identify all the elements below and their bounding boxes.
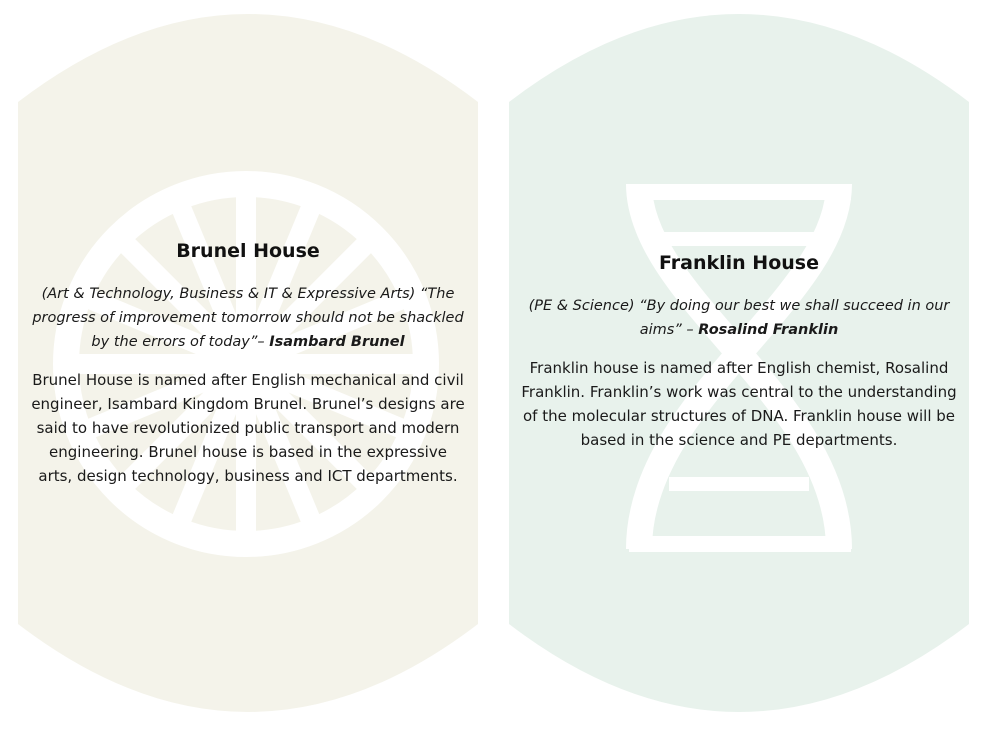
- brunel-card-content: [30, 238, 466, 488]
- brunel-house-title: Brunel House: [176, 240, 320, 262]
- franklin-house-card: [509, 14, 969, 712]
- brunel-house-quote: [30, 282, 466, 354]
- franklin-house-title: Franklin House: [659, 252, 819, 274]
- franklin-house-quote: [521, 294, 957, 342]
- franklin-quote-author: Rosalind Franklin: [698, 322, 839, 338]
- brunel-quote-text: (Art & Technology, Business & IT & Expressive Arts) “The progress of improvement tomorrow should not be shackled by the errors of today”–: [32, 286, 464, 350]
- brunel-house-card: [18, 14, 478, 712]
- franklin-card-content: [521, 250, 957, 452]
- brunel-house-description: Brunel House is named after English mechanical and civil engineer, Isambard Kingdom Brunel. Brunel’s designs are said to have revolutionized public transport and modern engineering. Brunel house is based in the expressive arts, design technology, business and ICT departments.: [31, 371, 465, 485]
- franklin-quote-text: (PE & Science) “By doing our best we shall succeed in our aims” –: [528, 298, 950, 338]
- franklin-house-description: Franklin house is named after English chemist, Rosalind Franklin. Franklin’s work was central to the understanding of the molecular structures of DNA. Franklin house will be based in the science and PE departments.: [521, 359, 957, 449]
- brunel-quote-author: Isambard Brunel: [269, 334, 405, 350]
